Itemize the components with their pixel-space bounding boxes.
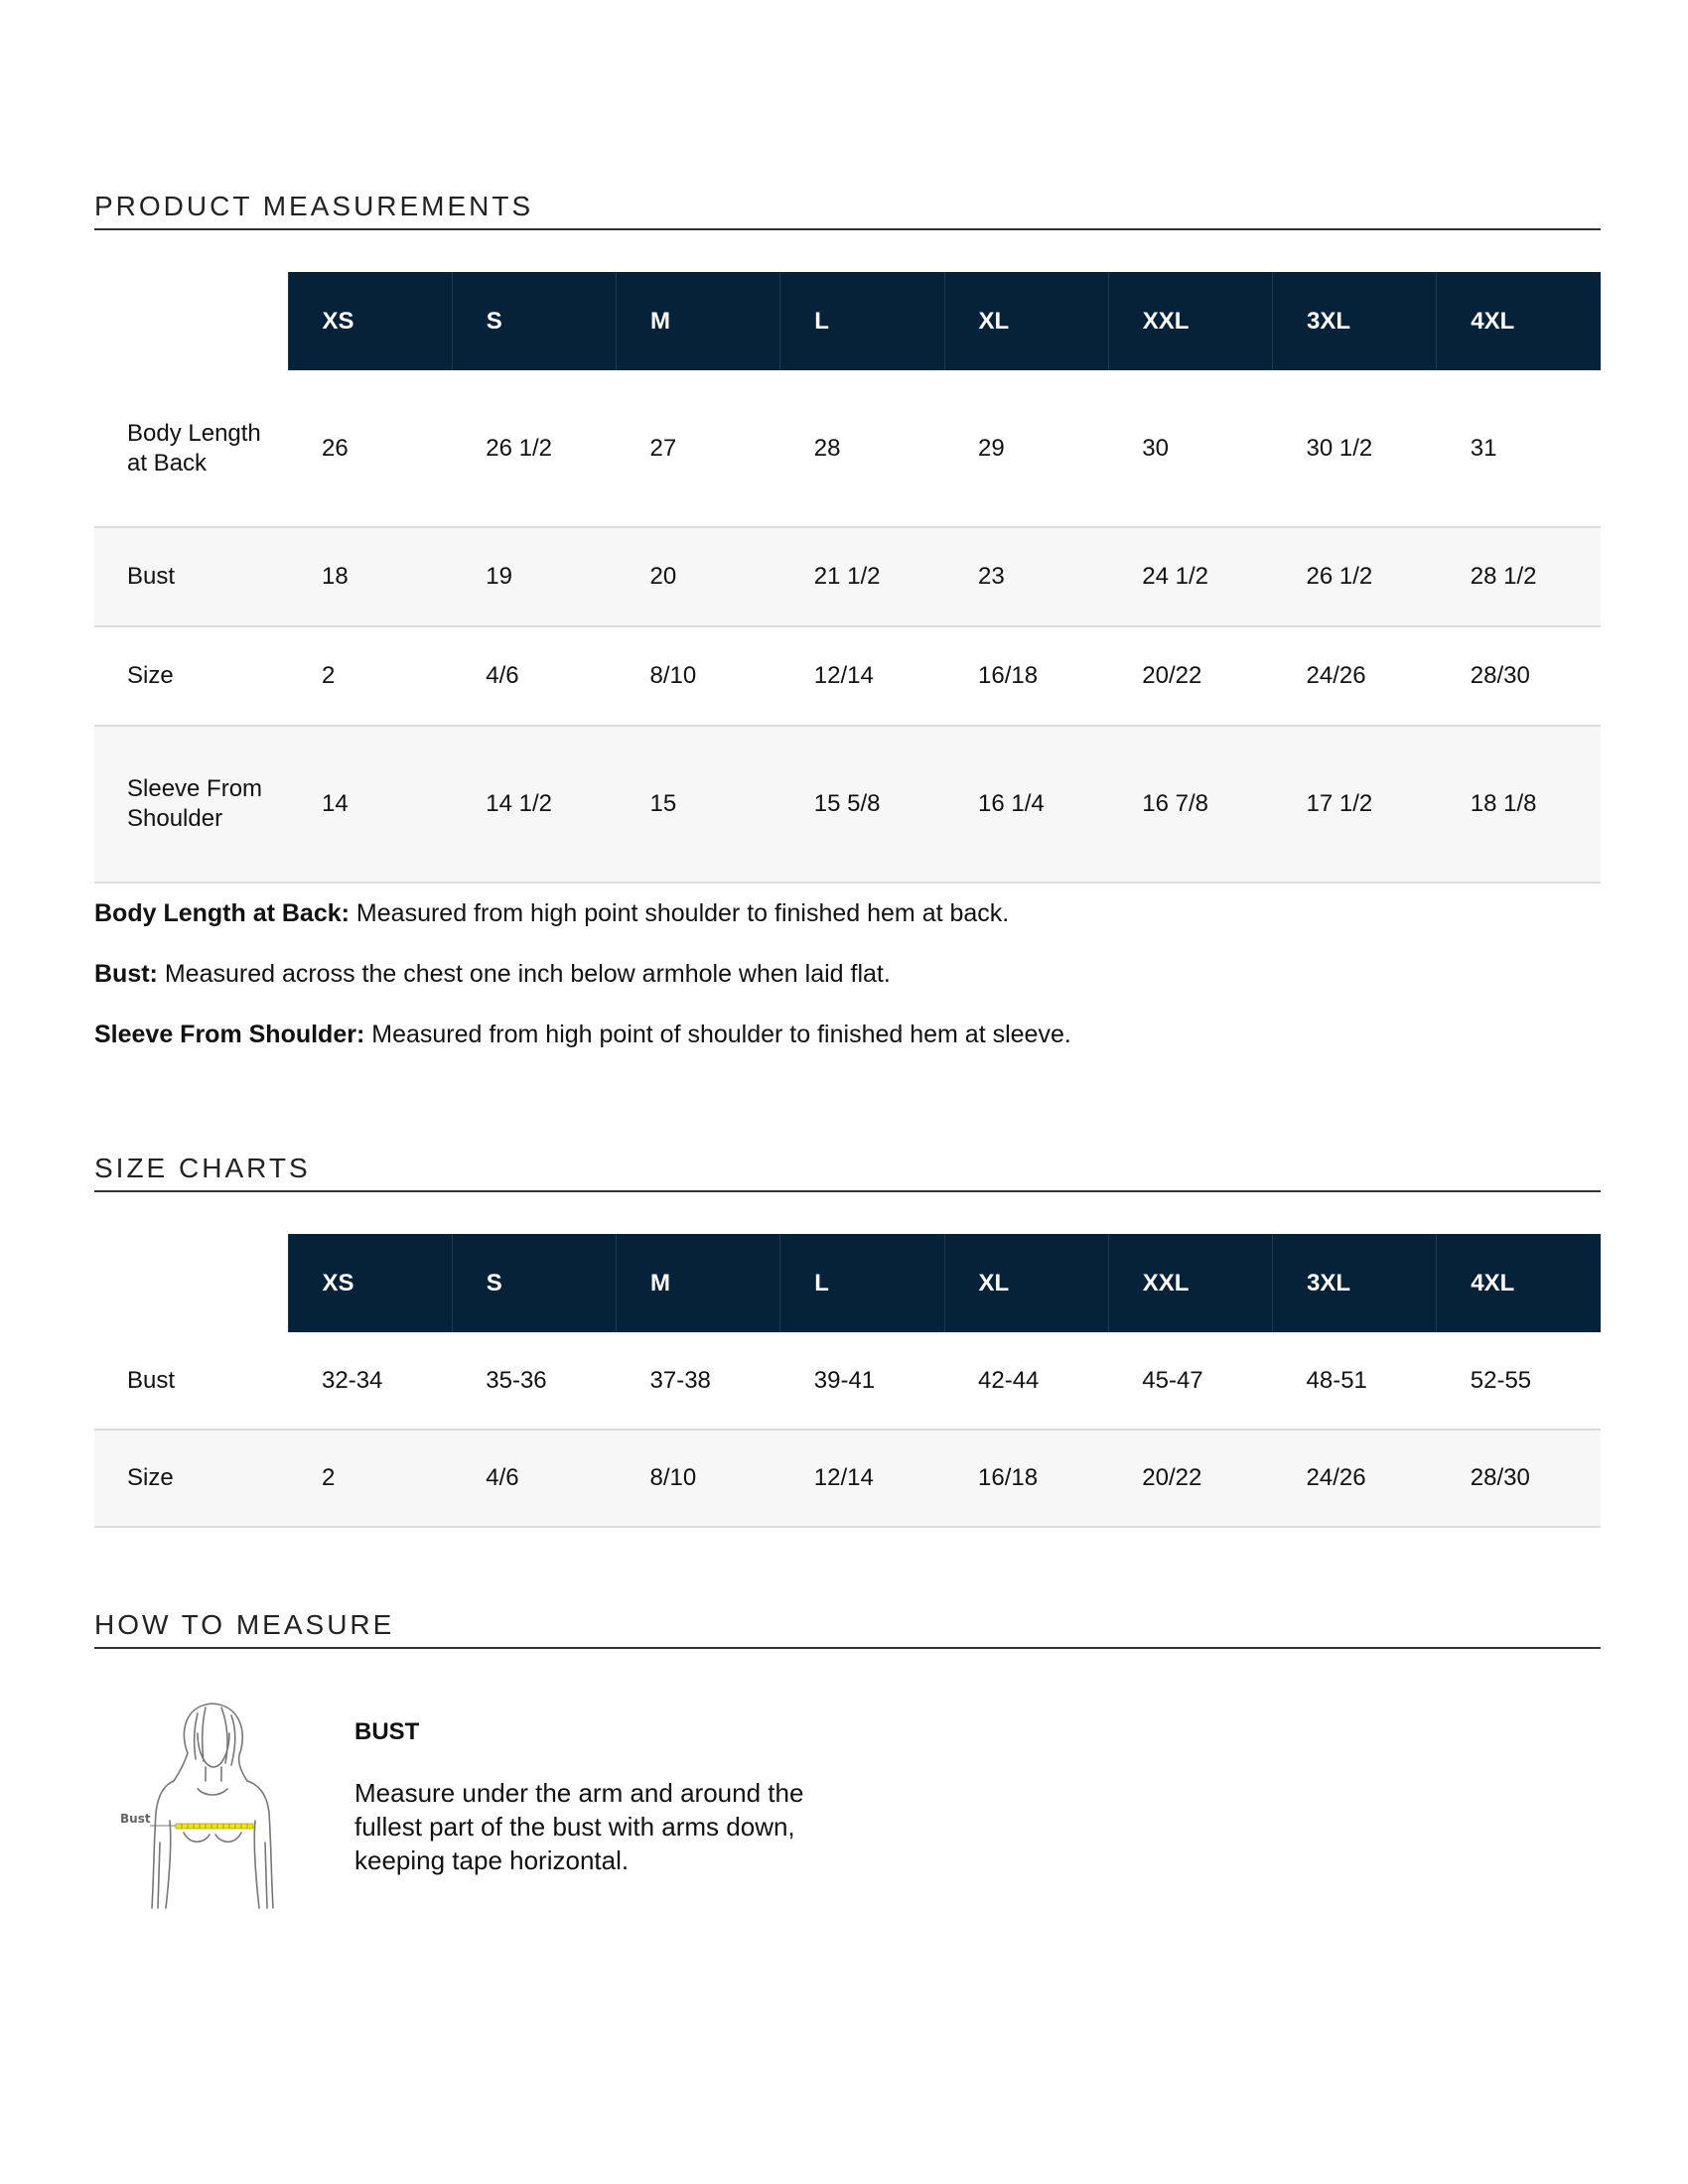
table-cell: 30 [1108,370,1272,527]
table-cell: 24/26 [1273,1430,1437,1527]
table-header-row [94,272,1601,370]
row-label: Bust [94,527,288,626]
table-row [94,1332,1601,1430]
note-term: Sleeve From Shoulder: [94,1021,365,1048]
note-sleeve [94,1005,1601,1065]
table-cell: 28/30 [1437,626,1601,726]
size-header: L [780,1234,944,1332]
table-cell: 4/6 [452,626,616,726]
size-header: XXL [1108,272,1272,370]
table-cell: 32-34 [288,1332,452,1430]
row-label: Bust [94,1332,288,1430]
header-blank-cell [94,1234,288,1332]
table-cell: 16/18 [944,626,1108,726]
size-header: 3XL [1273,1234,1437,1332]
figure-bust-label: Bust [120,1812,151,1826]
table-cell: 8/10 [617,1430,780,1527]
table-cell: 20 [617,527,780,626]
table-cell: 8/10 [617,626,780,726]
note-text: Measured from high point of shoulder to finished hem at sleeve. [364,1021,1071,1048]
table-cell: 4/6 [452,1430,616,1527]
how-to-item-title: BUST [354,1718,420,1745]
size-header: XL [944,1234,1108,1332]
table-cell: 24/26 [1273,626,1437,726]
table-cell: 15 [617,726,780,883]
header-blank-cell [94,272,288,370]
measurement-notes [94,884,1601,1065]
size-header: 4XL [1437,1234,1601,1332]
table-cell: 39-41 [780,1332,944,1430]
size-header: S [452,272,616,370]
table-row [94,1430,1601,1527]
product-measurements-title: PRODUCT MEASUREMENTS [94,191,1601,230]
table-cell: 30 1/2 [1273,370,1437,527]
table-cell: 23 [944,527,1108,626]
table-cell: 17 1/2 [1273,726,1437,883]
how-to-item-text: Measure under the arm and around the fullest part of the bust with arms down, keeping tape horizontal. [354,1778,804,1875]
table-cell: 24 1/2 [1108,527,1272,626]
size-charts-table [94,1234,1601,1528]
row-label: Size [94,1430,288,1527]
table-cell: 37-38 [617,1332,780,1430]
bust-measurement-illustration-icon [118,1694,307,1917]
table-cell: 16/18 [944,1430,1108,1527]
table-cell: 20/22 [1108,1430,1272,1527]
table-cell: 29 [944,370,1108,527]
table-cell: 28/30 [1437,1430,1601,1527]
table-header-row [94,1234,1601,1332]
table-cell: 18 [288,527,452,626]
table-row [94,370,1601,527]
how-to-measure-title: HOW TO MEASURE [94,1609,1601,1649]
row-label: Body Length at Back [94,370,288,527]
table-row [94,626,1601,726]
table-cell: 42-44 [944,1332,1108,1430]
table-cell: 26 1/2 [1273,527,1437,626]
table-cell: 48-51 [1273,1332,1437,1430]
table-cell: 27 [617,370,780,527]
size-header: M [617,272,780,370]
size-header: 4XL [1437,272,1601,370]
note-text: Measured from high point shoulder to finished hem at back. [349,899,1010,927]
note-term: Body Length at Back: [94,899,350,927]
table-cell: 2 [288,626,452,726]
size-charts-title: SIZE CHARTS [94,1153,1601,1192]
table-cell: 31 [1437,370,1601,527]
table-cell: 21 1/2 [780,527,944,626]
size-guide-page [94,0,1601,1947]
note-term: Bust: [94,960,158,988]
table-cell: 12/14 [780,626,944,726]
table-cell: 26 [288,370,452,527]
table-cell: 12/14 [780,1430,944,1527]
table-row [94,726,1601,883]
size-header: M [617,1234,780,1332]
table-cell: 15 5/8 [780,726,944,883]
product-measurements-table [94,272,1601,884]
size-header: XL [944,272,1108,370]
table-cell: 35-36 [452,1332,616,1430]
table-cell: 16 7/8 [1108,726,1272,883]
table-cell: 52-55 [1437,1332,1601,1430]
table-cell: 28 1/2 [1437,527,1601,626]
table-cell: 19 [452,527,616,626]
table-cell: 45-47 [1108,1332,1272,1430]
table-cell: 16 1/4 [944,726,1108,883]
row-label: Size [94,626,288,726]
table-row [94,527,1601,626]
note-text: Measured across the chest one inch below armhole when laid flat. [157,960,891,988]
table-cell: 2 [288,1430,452,1527]
size-header: L [780,272,944,370]
how-to-measure-section [94,1649,1601,1947]
note-bust [94,944,1601,1005]
size-header: XS [288,1234,452,1332]
table-cell: 20/22 [1108,626,1272,726]
table-cell: 18 1/8 [1437,726,1601,883]
table-cell: 28 [780,370,944,527]
row-label: Sleeve From Shoulder [94,726,288,883]
note-body-length [94,884,1601,944]
table-cell: 26 1/2 [452,370,616,527]
size-header: XS [288,272,452,370]
table-cell: 14 [288,726,452,883]
table-cell: 14 1/2 [452,726,616,883]
size-header: XXL [1108,1234,1272,1332]
size-header: S [452,1234,616,1332]
size-header: 3XL [1273,272,1437,370]
